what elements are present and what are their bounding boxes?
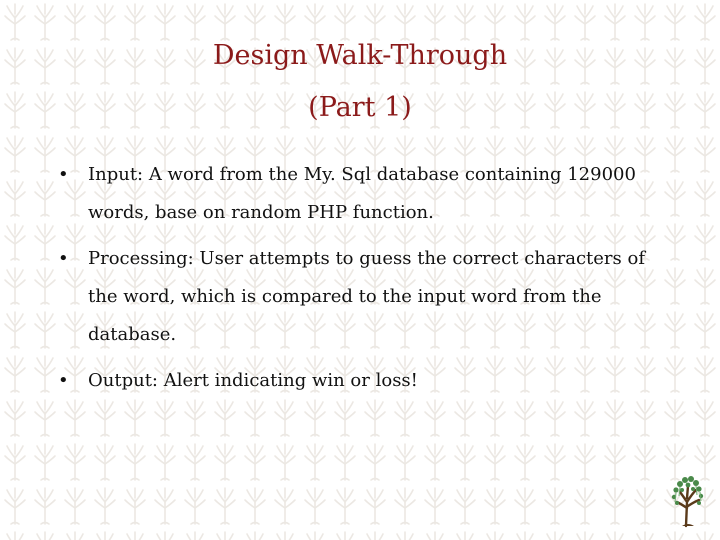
bullet-item-output (58, 362, 668, 400)
slide-title: Design Walk-Through (212, 40, 508, 71)
bullet-list (58, 156, 668, 408)
bullet-text: Processing: User attempts to guess the correct characters of the word, which is compared to the input word from the database. (88, 248, 645, 345)
bullet-icon: • (58, 248, 69, 269)
slide-subtitle: (Part 1) (308, 92, 412, 123)
bullet-item-processing (58, 240, 668, 354)
bullet-item-input (58, 156, 668, 232)
bullet-text: Input: A word from the My. Sql database containing 129000 words, base on random PHP function. (88, 164, 636, 223)
bullet-icon: • (58, 164, 69, 185)
tree-icon (668, 472, 708, 528)
bullet-text: Output: Alert indicating win or loss! (88, 370, 418, 391)
bullet-icon: • (58, 370, 69, 391)
